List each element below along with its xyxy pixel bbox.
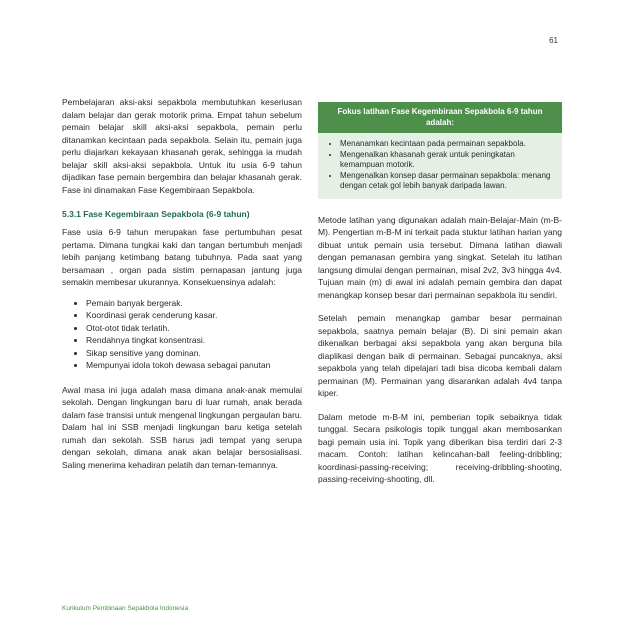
topic-paragraph: Dalam metode m-B-M ini, pemberian topik sebaiknya tidak tunggal. Secara psikologis topik tunggal akan membosankan bagi pemain usia ini. Topik yang diberikan bisa terdiri dari 2-3 macam. Contoh: latihan kelincahan-ball feeling-dribbling; koordinasi-passing-receiving; receiving-dribbling-shooting, passing-receiving-shooting, dll. [318, 411, 562, 484]
intro-paragraph: Pembelajaran aksi-aksi sepakbola membutuhkan keseriusan dalam belajar dan gerak motorik prima. Empat tahun sebelum pemain belajar skill aksi-aksi sepakbola, pemain perlu ditanamkan kecintaan pada sepakbola. Selain itu, pemain juga perlu diajarkan kekayaan khasanah gerak, sehingga ia mudah belajar skill aksi-aksi sepakbola. Untuk itu usia 6-9 tahun dijadikan fase pemain bergembira dan belajar khasanah gerak. Fase ini dinamakan Fase Kegembiraan Sepakbola. [62, 97, 302, 195]
list-item: • Pemain banyak bergerak. [86, 297, 302, 310]
section-paragraph: Fase usia 6-9 tahun merupakan fase pertumbuhan pesat pertama. Dimana tungkai kaki dan tangan bertumbuh menjadi lebih panjang ketimbang batang tubuhnya. Pada saat yang bersamaan , organ pada sistim pernapasan jantung juga semakin membesar ukurannya. Konsekuensinya adalah: [62, 227, 302, 287]
page-number: 61 [549, 36, 558, 45]
focus-box-title: Fokus latihan Fase Kegembiraan Sepakbola 6-9 tahun adalah: [318, 102, 562, 133]
learning-paragraph: Setelah pemain menangkap gambar besar permainan sepakbola, saatnya pemain belajar (B). Di sini pemain akan dikenalkan berbagai aksi sepakbola yang akan berguna bila diaplikasi dengan baik di permainan. Sebagai puncaknya, aksi sepakbola yang telah dipelajari tadi bisa dicoba kembali dalam permainan (M). Permainan yang disarankan adalah 4v4 tanpa kiper. [318, 313, 562, 398]
method-paragraph: Metode latihan yang digunakan adalah main-Belajar-Main (m-B-M). Pengertian m-B-M ini terkait pada stuktur latihan harian yang dibuat untuk pemain usia tersebut. Dimana latihan diawali dengan pemanasan gembira yang singkat. Setelah itu latihan langsung dimulai dengan permainan, misal 2v2, 3v3 hingga 4v4. Tujuan main (m) di awal ini adalah pemain gembira dan dapat menangkap konsep besar dari permainan sepakbola itu sendiri. [318, 214, 562, 300]
focus-item: • Mengenalkan konsep dasar permainan sepakbola: menang dengan cetak gol lebih banyak daripada lawan. [340, 171, 554, 192]
closing-paragraph: Awal masa ini juga adalah masa dimana anak-anak memulai sekolah. Dengan lingkungan baru di luar rumah, anak berada dalam fase transisi untuk mengenal lingkungan pergaulan baru. Dalam hal ini SSB menjadi lingkungan baru ketiga setelah rumah dan sekolah. SSB harus jadi tempat yang serupa dengan sekolah, dimana anak akan belajar bersosialisasi. Saling menerima kehadiran pelatih dan teman-temannya. [62, 384, 302, 470]
right-column [318, 102, 562, 486]
focus-list [318, 139, 562, 192]
list-item: • Koordinasi gerak cenderung kasar. [86, 309, 302, 322]
consequences-list [62, 297, 302, 372]
list-item: • Mempunyai idola tokoh dewasa sebagai panutan [86, 359, 302, 372]
footer-title: Kurikulum Pembinaan Sepakbola Indonesia [62, 605, 189, 612]
focus-item: • Mengenalkan khasanah gerak untuk peningkatan kemampuan motorik. [340, 150, 554, 171]
list-item: • Otot-otot tidak terlatih. [86, 322, 302, 335]
list-item: • Rendahnya tingkat konsentrasi. [86, 334, 302, 347]
focus-box [318, 102, 562, 199]
right-body [318, 214, 562, 486]
list-item: • Sikap sensitive yang dominan. [86, 347, 302, 360]
left-column [62, 96, 302, 471]
section-heading: 5.3.1 Fase Kegembiraan Sepakbola (6-9 tahun) [62, 209, 250, 219]
focus-item: • Menanamkan kecintaan pada permainan sepakbola. [340, 139, 554, 150]
